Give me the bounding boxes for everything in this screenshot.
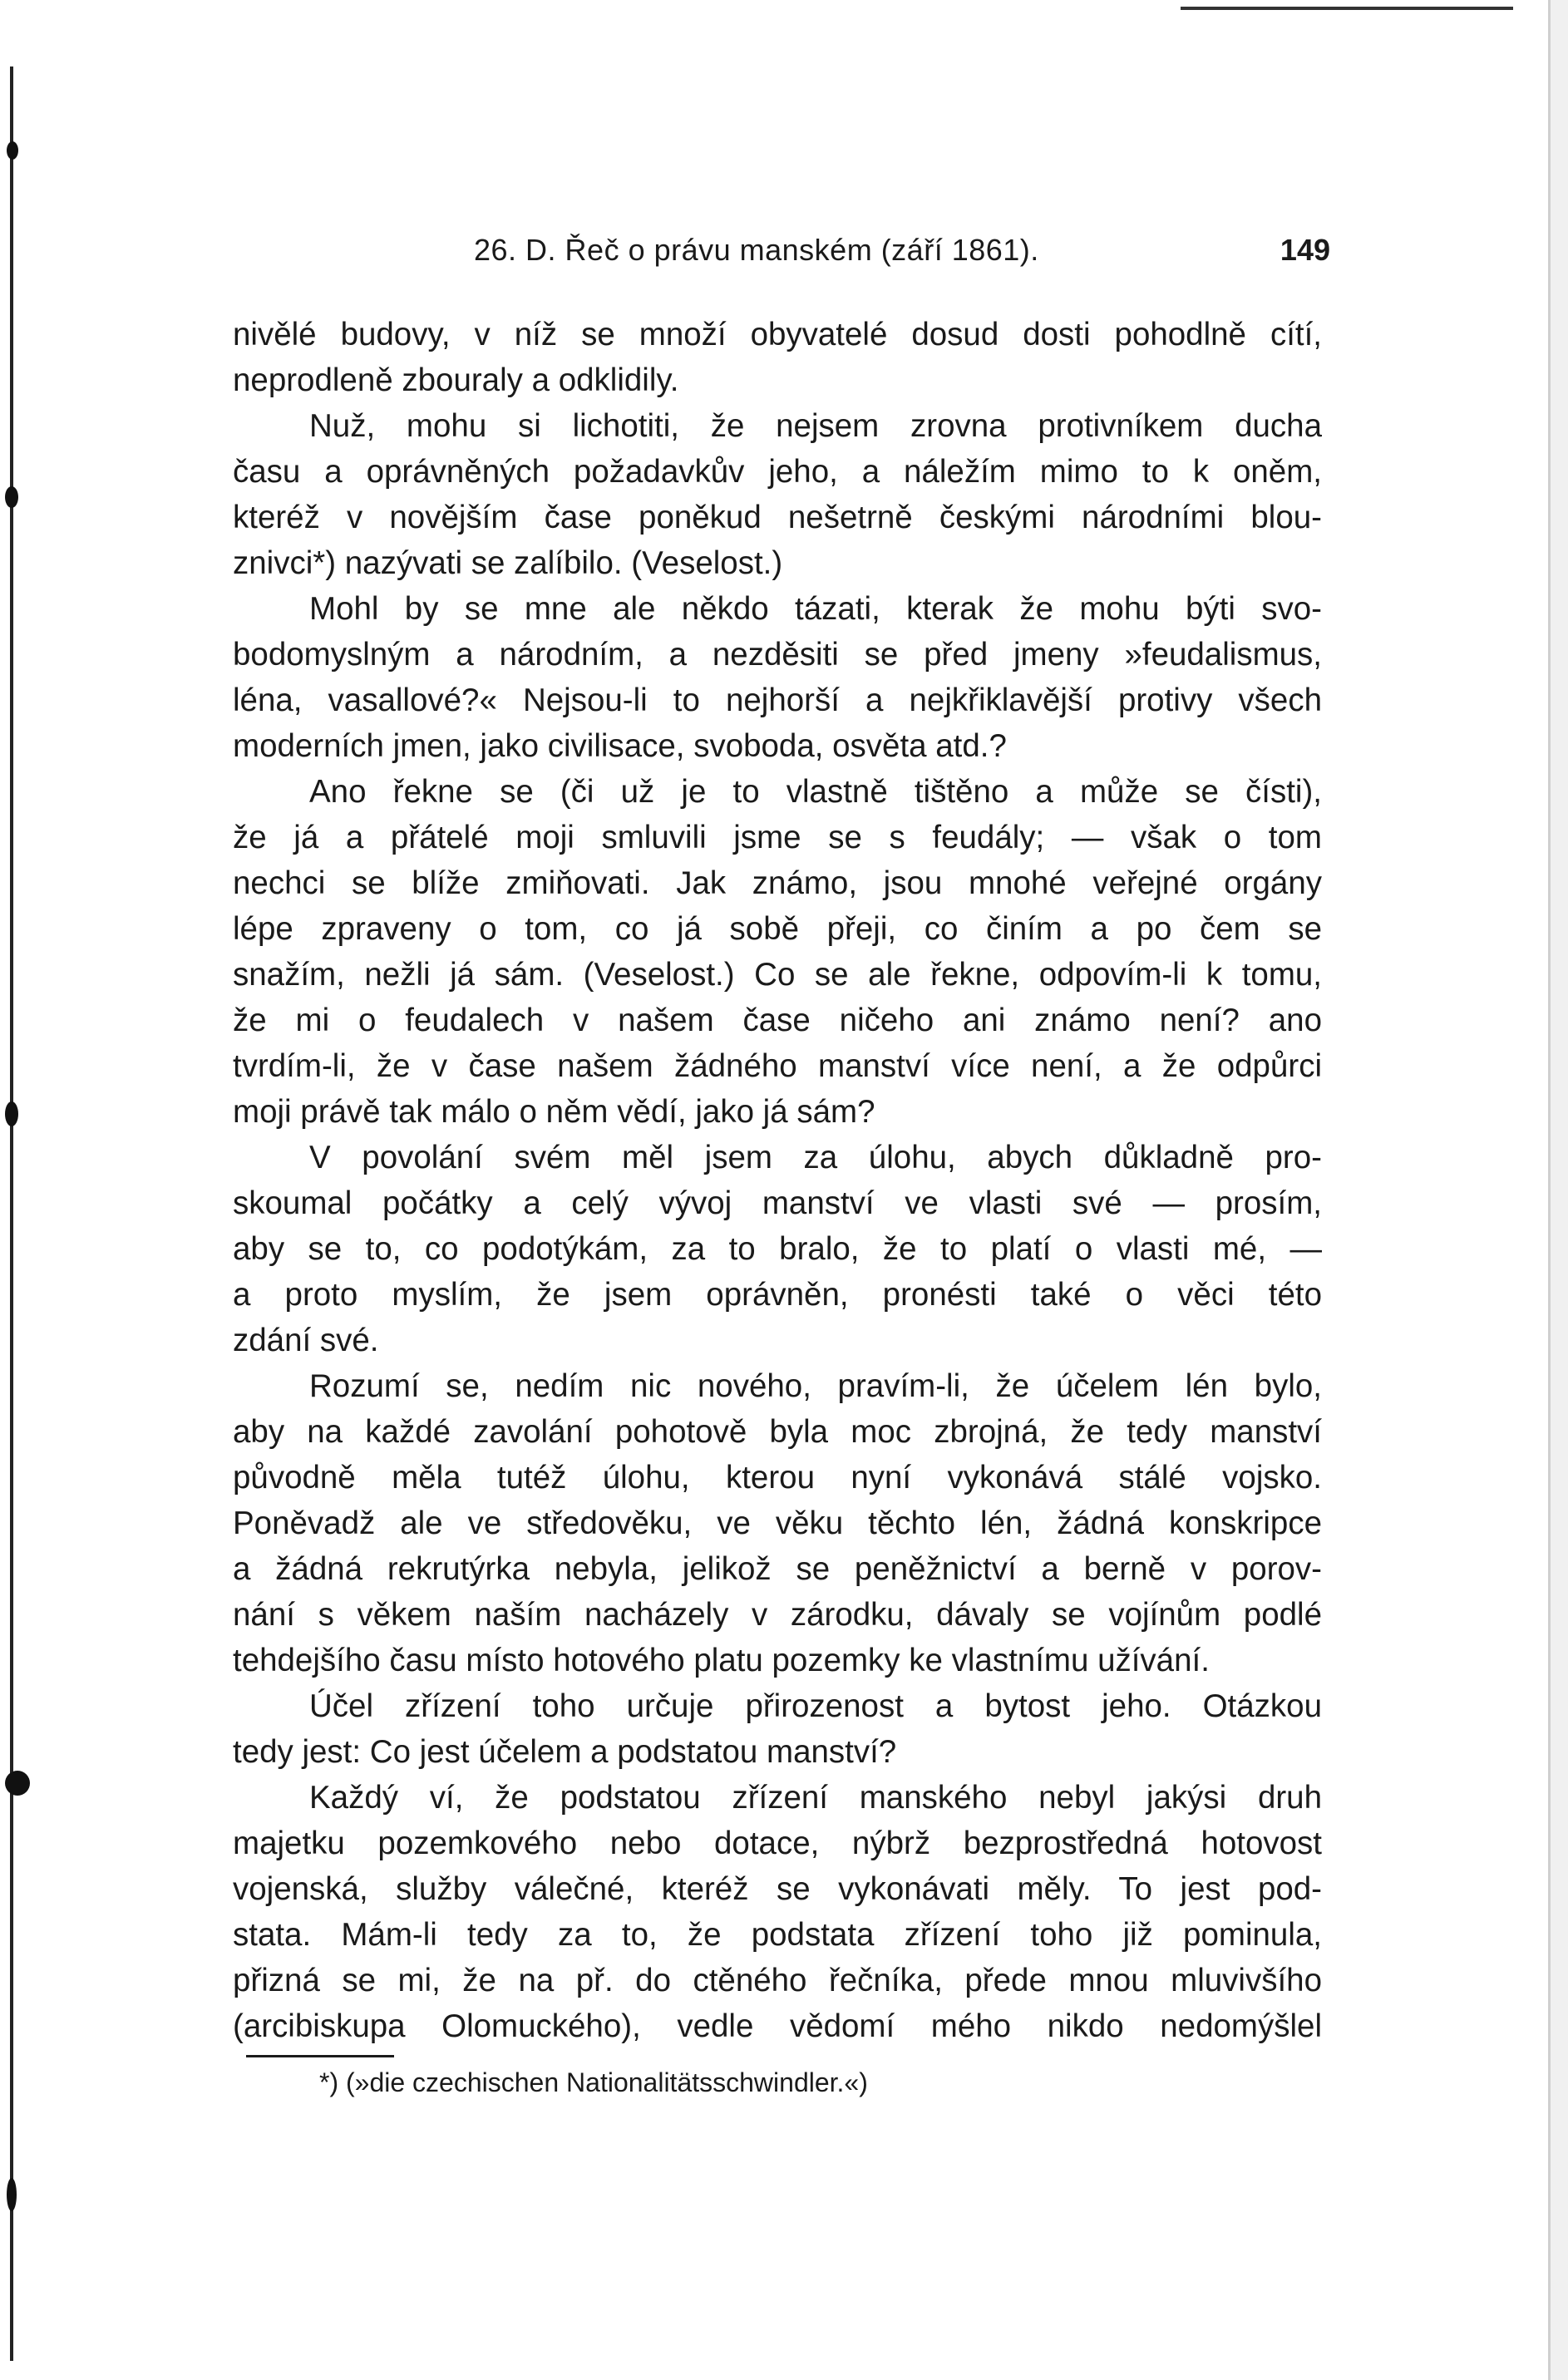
- text-line: aby na každé zavolání pohotově byla moc zbrojná, že tedy manství: [233, 1414, 1322, 1450]
- text-line: tvrdím-li, že v čase našem žádného manství více není, a že odpůrci: [233, 1048, 1322, 1084]
- text-line: Nuž, mohu si lichotiti, že nejsem zrovna protivníkem ducha: [309, 408, 1322, 444]
- scan-right-edge: [1548, 0, 1568, 2380]
- page-header: [233, 233, 1330, 283]
- text-line: bodomyslným a národním, a nezděsiti se před jmeny »feudalismus,: [233, 637, 1322, 673]
- scan-left-edge: [10, 67, 13, 2361]
- text-line: a proto myslím, že jsem oprávněn, pronésti také o věci této: [233, 1277, 1322, 1313]
- text-line: Účel zřízení toho určuje přirozenost a bytost jeho. Otázkou: [309, 1688, 1322, 1724]
- footnote-rule: [246, 2055, 394, 2057]
- text-line: že mi o feudalech v našem čase ničeho ani známo není? ano: [233, 1003, 1322, 1038]
- binding-mark: [5, 486, 18, 508]
- binding-mark: [5, 1771, 30, 1796]
- text-line: snažím, nežli já sám. (Veselost.) Co se ale řekne, odpovím-li k tomu,: [233, 957, 1322, 993]
- text-line: tehdejšího času místo hotového platu pozemky ke vlastnímu užívání.: [233, 1643, 1210, 1678]
- text-line: nání s věkem naším nacházely v zárodku, dávaly se vojínům podlé: [233, 1597, 1322, 1633]
- text-line: Rozumí se, nedím nic nového, pravím-li, že účelem lén bylo,: [309, 1368, 1322, 1404]
- text-line: času a oprávněných požadavkův jeho, a náležím mimo to k oněm,: [233, 454, 1322, 490]
- text-line: aby se to, co podotýkám, za to bralo, že to platí o vlasti mé, —: [233, 1231, 1322, 1267]
- binding-mark: [7, 2178, 17, 2211]
- text-line: Každý ví, že podstatou zřízení manského nebyl jakýsi druh: [309, 1780, 1322, 1816]
- page-number: 149: [1280, 233, 1330, 267]
- text-line: (arcibiskupa Olomuckého), vedle vědomí mého nikdo nedomýšlel: [233, 2008, 1322, 2044]
- text-line: skoumal počátky a celý vývoj manství ve vlasti své — prosím,: [233, 1185, 1322, 1221]
- binding-mark: [7, 141, 18, 160]
- text-line: vojenská, služby válečné, kteréž se vykonávati měly. To jest pod-: [233, 1871, 1322, 1907]
- text-line: Ano řekne se (či už je to vlastně tištěno a může se čísti),: [309, 774, 1322, 810]
- text-line: neprodleně zbouraly a odklidily.: [233, 362, 679, 398]
- text-line: léna, vasallové?« Nejsou-li to nejhorší a nejkřiklavější protivy všech: [233, 682, 1322, 718]
- text-line: Mohl by se mne ale někdo tázati, kterak že mohu býti svo-: [309, 591, 1322, 627]
- text-line: moderních jmen, jako civilisace, svoboda, osvěta atd.?: [233, 728, 1007, 764]
- text-line: majetku pozemkového nebo dotace, nýbrž bezprostředná hotovost: [233, 1826, 1322, 1861]
- scan-top-edge: [1181, 7, 1513, 10]
- text-line: V povolání svém měl jsem za úlohu, abych důkladně pro-: [309, 1140, 1322, 1175]
- text-line: Poněvadž ale ve středověku, ve věku těchto lén, žádná konskripce: [233, 1505, 1322, 1541]
- footnote: *) (»die czechischen Nationalitätsschwindler.«): [319, 2067, 868, 2097]
- body-text: [233, 312, 1322, 2049]
- text-line: a žádná rekrutýrka nebyla, jelikož se peněžnictví a berně v porov-: [233, 1551, 1322, 1587]
- text-line: zdání své.: [233, 1323, 379, 1358]
- text-line: kteréž v novějším čase poněkud nešetrně českými národními blou-: [233, 500, 1322, 535]
- text-line: že já a přátelé moji smluvili jsme se s feudály; — však o tom: [233, 820, 1322, 855]
- text-line: nechci se blíže zmiňovati. Jak známo, jsou mnohé veřejné orgány: [233, 865, 1322, 901]
- text-line: nivělé budovy, v níž se množí obyvatelé dosud dosti pohodlně cítí,: [233, 317, 1322, 352]
- running-head: 26. D. Řeč o právu manském (září 1861).: [474, 233, 1039, 267]
- text-line: původně měla tutéž úlohu, kterou nyní vykonává stálé vojsko.: [233, 1460, 1322, 1496]
- text-line: stata. Mám-li tedy za to, že podstata zřízení toho již pominula,: [233, 1917, 1322, 1953]
- binding-mark: [5, 1101, 18, 1126]
- text-line: tedy jest: Co jest účelem a podstatou manství?: [233, 1734, 897, 1770]
- text-line: přizná se mi, že na př. do ctěného řečníka, přede mnou mluvivšího: [233, 1963, 1322, 1998]
- text-line: znivci*) nazývati se zalíbilo. (Veselost.): [233, 545, 783, 581]
- text-line: lépe zpraveny o tom, co já sobě přeji, co činím a po čem se: [233, 911, 1322, 947]
- text-line: moji právě tak málo o něm vědí, jako já sám?: [233, 1094, 875, 1130]
